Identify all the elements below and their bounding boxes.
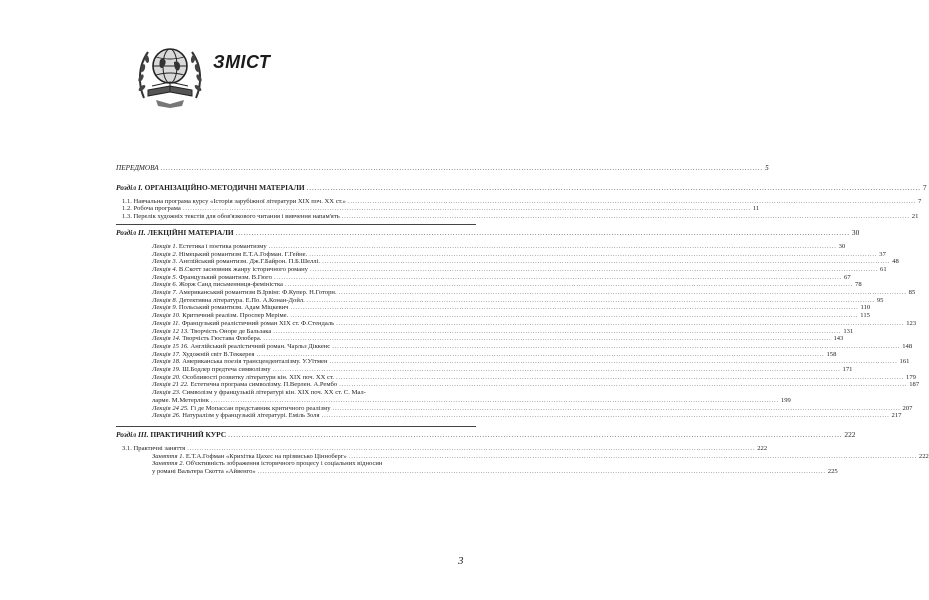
toc-entry-page: 11 (752, 205, 760, 213)
entry-label: Лекція 12 13. (152, 327, 189, 335)
entry-label: Лекція 21 22. (152, 381, 189, 389)
leader-dots (183, 205, 751, 213)
entry-label: Лекція 20. (152, 373, 181, 381)
toc-entry-page: 115 (860, 312, 870, 320)
entry-label: Лекція 24 25. (152, 404, 189, 412)
toc-entry (116, 273, 851, 282)
toc-entry-page: 61 (880, 265, 887, 273)
leader-dots (333, 405, 901, 413)
leader-dots (291, 304, 859, 312)
section-page: 30 (851, 227, 860, 237)
toc-entry (116, 296, 884, 305)
toc-entry (116, 342, 913, 351)
toc-entry-page: 187 (909, 381, 920, 389)
toc-section-3 (116, 429, 856, 439)
entry-label: Лекція 15 16. (152, 342, 189, 350)
toc-entry (116, 444, 768, 453)
page-title: ЗМІСТ (213, 52, 271, 72)
table-of-contents (116, 164, 929, 476)
leader-dots (161, 165, 763, 173)
toc-entry-page: 30 (838, 242, 846, 250)
toc-entry (116, 335, 844, 343)
leader-dots (263, 335, 831, 343)
entry-label: Лекція 4. (152, 265, 178, 273)
entry-label: Заняття 1. (152, 452, 185, 460)
toc-entry-page: 21 (911, 213, 919, 221)
toc-entry-preface (116, 164, 769, 173)
leader-dots (307, 183, 921, 192)
toc-entry-title: 3.1. Практичні заняття (122, 444, 186, 452)
toc-entry-title: Особливості розвитку літератури кін. ХІХ поч. ХХ ст. (182, 373, 334, 381)
toc-entry (116, 404, 913, 413)
toc-entry-page: 131 (843, 327, 854, 335)
leader-dots (349, 453, 917, 461)
section-divider (116, 224, 476, 225)
toc-entry (116, 452, 929, 461)
toc-entry (116, 358, 910, 366)
page-number: 3 (458, 555, 464, 567)
toc-entry-title: Е.Т.А.Гофман «Крихітка Цахес на прізвисько Цінноберг» (185, 452, 347, 460)
toc-entry-title: Естетична програма символізму. П.Верлен. А.Рембо (190, 381, 338, 389)
toc-entry-page: 123 (906, 319, 917, 327)
entry-label: Лекція 10. (152, 312, 181, 320)
toc-entry-title: Американський романтизм В.Ірвінг. Ф.Купер. Н.Готорн. (178, 289, 337, 297)
toc-entry (116, 312, 870, 320)
entry-label: Лекція 5. (152, 273, 178, 281)
entry-label: Лекція 14. (152, 335, 181, 343)
leader-dots (310, 266, 878, 274)
leader-dots (187, 445, 755, 453)
entry-label: Лекція 26. (152, 412, 181, 420)
leader-dots (290, 312, 858, 320)
leader-dots (285, 281, 853, 289)
toc-entry-title: Творчість Оноре де Бальзака (190, 327, 272, 335)
entry-label: Лекція 17. (152, 350, 181, 358)
leader-dots (342, 213, 910, 221)
leader-dots (211, 397, 779, 405)
leader-dots (339, 289, 907, 297)
toc-entry (116, 350, 837, 359)
section-label: Розділ І. (116, 182, 143, 192)
toc-entry (116, 289, 916, 297)
leader-dots (273, 328, 841, 336)
toc-entry (116, 319, 917, 328)
toc-entry-page: 85 (908, 289, 916, 297)
toc-entry (116, 460, 476, 468)
toc-entry-title: Французький реалістичний роман ХІХ ст. Ф.Стендаль (181, 319, 335, 327)
toc-entry-title: Естетика і поетика романтизму (178, 242, 267, 250)
toc-entry-page: 199 (780, 396, 791, 404)
toc-entry-page: 179 (906, 373, 916, 381)
toc-entry-title: 1.1. Навчальна програма курсу «Історія зарубіжної літератури ХІХ поч. ХХ ст.» (122, 197, 346, 205)
lecture-list (116, 242, 920, 420)
toc-entry-page: 67 (844, 273, 851, 281)
leader-dots (332, 343, 900, 351)
toc-entry-title: Німецький романтизм Е.Т.А.Гофман. Г.Гейне. (178, 250, 308, 258)
section-title: ЛЕКЦІЙНІ МАТЕРІАЛИ (147, 227, 234, 237)
toc-entry-title: 1.2. Робоча програма (122, 205, 181, 213)
toc-entry-title: Гі де Мопассан представник критичного реалізму (190, 404, 331, 412)
leader-dots (256, 351, 824, 359)
toc-entry (116, 381, 920, 389)
toc-entry-title: Об'єктивність зображення історичного процесу і соціальних відносин (185, 460, 383, 468)
toc-entry-page: 7 (918, 197, 922, 205)
toc-entry-title: Детективна література. Е.По. А.Конан-Дойл. (178, 296, 305, 304)
section-title: ПРАКТИЧНИЙ КУРС (150, 429, 227, 439)
toc-entry (116, 197, 922, 206)
toc-entry-title: Ш.Бодлер предтеча символізму (182, 366, 271, 374)
toc-entry-page: 217 (891, 412, 902, 420)
entry-label: Лекція 18. (152, 358, 181, 366)
entry-label: Лекція 19. (152, 366, 181, 374)
toc-entry-title: Польський романтизм. Адам Міцкевич (178, 304, 289, 312)
leader-dots (336, 374, 904, 382)
leader-dots (322, 258, 890, 266)
leader-dots (236, 228, 850, 237)
toc-entry-title: ПЕРЕДМОВА (116, 164, 159, 172)
toc-entry-page: 48 (892, 258, 899, 266)
toc-entry-title: Жорж Санд письменниця-феміністка (178, 281, 283, 289)
toc-entry-page: 78 (855, 281, 862, 289)
toc-entry-page: 222 (757, 444, 768, 452)
toc-entry-title: ларме. М.Метерлінк (152, 396, 209, 404)
toc-entry-page: 225 (827, 468, 838, 476)
toc-entry-title: Англійський романтизм. Дж.Г.Байрон. П.Б.Шеллі. (178, 258, 321, 266)
entry-label: Лекція 9. (152, 304, 178, 312)
entry-label: Заняття 2. (152, 460, 185, 468)
toc-entry-page: 37 (879, 250, 886, 258)
toc-section-1 (116, 182, 927, 192)
toc-entry-page: 161 (899, 358, 910, 366)
toc-section-2 (116, 227, 860, 237)
leader-dots (274, 274, 842, 282)
toc-entry-page: 158 (826, 350, 837, 358)
toc-entry-page: 95 (876, 296, 884, 304)
toc-entry-page: 207 (902, 404, 913, 412)
toc-entry (116, 213, 919, 221)
toc-entry (116, 205, 760, 213)
toc-entry-page: 148 (902, 342, 913, 350)
toc-entry-title: у романі Вальтера Скотта «Айвенго» (152, 468, 256, 476)
leader-dots (322, 412, 890, 420)
section-label: Розділ ІІ. (116, 227, 146, 237)
toc-entry (116, 366, 853, 374)
toc-entry (116, 304, 871, 312)
entry-label: Лекція 23. (152, 389, 181, 397)
entry-label: Лекція 1. (152, 242, 178, 250)
leader-dots (228, 430, 842, 439)
leader-dots (269, 243, 837, 251)
toc-entry-title: Натуралізм у французькій літературі. Еміль Золя (182, 412, 320, 420)
entry-label: Лекція 8. (152, 296, 178, 304)
leader-dots (336, 320, 904, 328)
section-page: 7 (922, 182, 927, 192)
toc-entry-page: 222 (918, 452, 929, 460)
toc-entry-title: Творчість Гюстава Флобера. (182, 335, 262, 343)
entry-label: Лекція 7. (152, 289, 178, 297)
emblem-logo (134, 32, 206, 110)
entry-label: Лекція 11. (152, 319, 181, 327)
leader-dots (309, 251, 877, 259)
toc-entry-title: В.Скотт засновник жанру історичного роману (178, 265, 308, 273)
leader-dots (329, 358, 897, 366)
toc-entry (116, 389, 476, 397)
leader-dots (258, 468, 826, 476)
entry-label: Лекція 6. (152, 281, 178, 289)
section-divider (116, 426, 476, 427)
toc-entry (116, 242, 846, 251)
entry-label: Лекція 3. (152, 258, 178, 266)
toc-entry-page: 143 (833, 335, 844, 343)
toc-entry-title: 1.3. Перелік художніх текстів для обов'язкового читання і вивчення напам'ять (122, 213, 340, 221)
toc-entry (116, 373, 916, 382)
toc-entry (116, 250, 886, 259)
toc-entry (116, 412, 902, 420)
toc-entry-page: 171 (842, 366, 853, 374)
leader-dots (273, 366, 841, 374)
toc-entry (116, 281, 862, 289)
toc-entry-title: Художній світ В.Теккерея (182, 350, 255, 358)
leader-dots (307, 297, 875, 305)
toc-entry-page: 110 (860, 304, 871, 312)
toc-entry-continuation (116, 468, 838, 476)
leader-dots (339, 381, 907, 389)
toc-entry-title: Символізм у французькій літературі кін. ХІХ поч. ХХ ст. С. Мал- (182, 389, 366, 397)
toc-entry-title: Критичний реалізм. Проспер Меріме. (182, 312, 289, 320)
toc-entry (116, 327, 854, 336)
leader-dots (348, 198, 916, 206)
entry-label: Лекція 2. (152, 250, 178, 258)
toc-entry (116, 265, 887, 274)
section-title: ОРГАНІЗАЦІЙНО-МЕТОДИЧНІ МАТЕРІАЛИ (144, 182, 305, 192)
toc-entry-title: Французький романтизм. В.Гюго (178, 273, 272, 281)
toc-entry-continuation (116, 396, 791, 405)
toc-entry-title: Англійський реалістичний роман. Чарльз Діккенс (190, 342, 331, 350)
section-page: 222 (844, 429, 856, 439)
section-label: Розділ ІІІ. (116, 429, 149, 439)
toc-entry (116, 258, 899, 266)
toc-entry-title: Американська поезія трансценденталізму. У.Уїтмен (182, 358, 328, 366)
practice-list (116, 452, 929, 476)
toc-entry-page: 5 (765, 164, 769, 172)
